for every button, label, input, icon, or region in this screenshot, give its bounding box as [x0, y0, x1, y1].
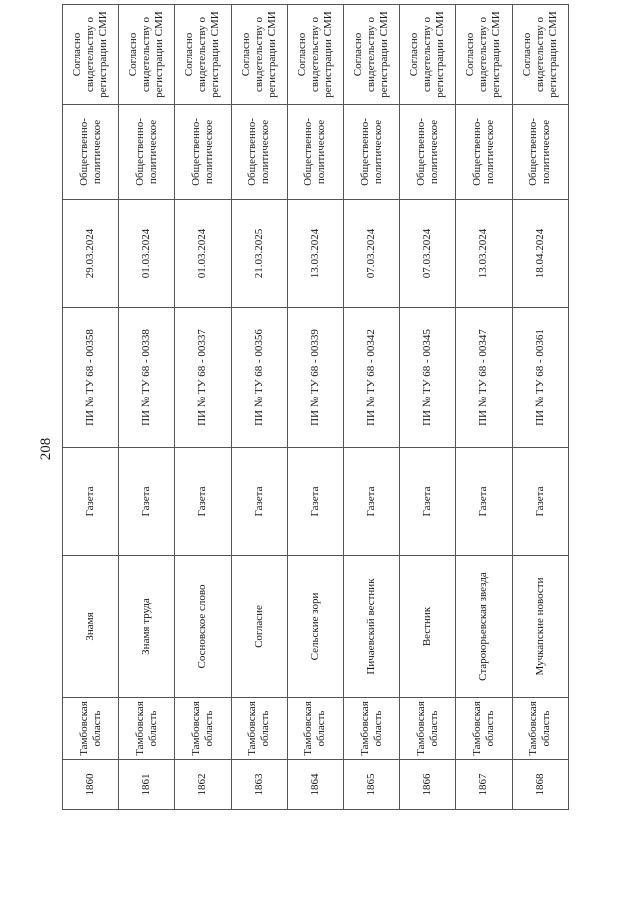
- basis-cell: Согласно свидетельству о регистрации СМИ: [456, 5, 512, 105]
- category-cell: Общественно-политическое: [343, 105, 399, 200]
- registration-date: 21.03.2025: [231, 200, 287, 308]
- region-cell: Тамбовская область: [175, 698, 231, 760]
- publication-name: Пичаевский вестник: [343, 556, 399, 698]
- table-row: [231, 5, 287, 810]
- publication-name: Мучкапские новости: [512, 556, 568, 698]
- publication-name: Знамя труда: [119, 556, 175, 698]
- media-type: Газета: [231, 448, 287, 556]
- registration-number: ПИ № ТУ 68 - 00358: [63, 308, 119, 448]
- table-row: [343, 5, 399, 810]
- basis-cell: Согласно свидетельству о регистрации СМИ: [175, 5, 231, 105]
- row-number: 1867: [456, 760, 512, 810]
- row-number: 1863: [231, 760, 287, 810]
- registration-number: ПИ № ТУ 68 - 00342: [343, 308, 399, 448]
- publication-name: Староюрьевская звезда: [456, 556, 512, 698]
- table-row: [456, 5, 512, 810]
- region-cell: Тамбовская область: [512, 698, 568, 760]
- publication-name: Согласие: [231, 556, 287, 698]
- region-cell: Тамбовская область: [63, 698, 119, 760]
- category-cell: Общественно-политическое: [175, 105, 231, 200]
- table-row: [175, 5, 231, 810]
- table-row: [287, 5, 343, 810]
- media-registry-table: [62, 4, 569, 810]
- media-type: Газета: [63, 448, 119, 556]
- row-number: 1865: [343, 760, 399, 810]
- table-row: [119, 5, 175, 810]
- media-type: Газета: [456, 448, 512, 556]
- registration-date: 01.03.2024: [119, 200, 175, 308]
- basis-cell: Согласно свидетельству о регистрации СМИ: [119, 5, 175, 105]
- media-type: Газета: [400, 448, 456, 556]
- region-cell: Тамбовская область: [343, 698, 399, 760]
- basis-cell: Согласно свидетельству о регистрации СМИ: [400, 5, 456, 105]
- registration-number: ПИ № ТУ 68 - 00338: [119, 308, 175, 448]
- table-row: [63, 5, 119, 810]
- row-number: 1866: [400, 760, 456, 810]
- region-cell: Тамбовская область: [231, 698, 287, 760]
- basis-cell: Согласно свидетельству о регистрации СМИ: [512, 5, 568, 105]
- publication-name: Вестник: [400, 556, 456, 698]
- table-row: [400, 5, 456, 810]
- region-cell: Тамбовская область: [456, 698, 512, 760]
- region-cell: Тамбовская область: [400, 698, 456, 760]
- registration-number: ПИ № ТУ 68 - 00361: [512, 308, 568, 448]
- basis-cell: Согласно свидетельству о регистрации СМИ: [63, 5, 119, 105]
- registration-number: ПИ № ТУ 68 - 00347: [456, 308, 512, 448]
- category-cell: Общественно-политическое: [63, 105, 119, 200]
- table-row: [512, 5, 568, 810]
- category-cell: Общественно-политическое: [287, 105, 343, 200]
- region-cell: Тамбовская область: [287, 698, 343, 760]
- basis-cell: Согласно свидетельству о регистрации СМИ: [231, 5, 287, 105]
- category-cell: Общественно-политическое: [512, 105, 568, 200]
- region-cell: Тамбовская область: [119, 698, 175, 760]
- publication-name: Сосновское слово: [175, 556, 231, 698]
- row-number: 1862: [175, 760, 231, 810]
- media-type: Газета: [343, 448, 399, 556]
- media-type: Газета: [512, 448, 568, 556]
- registration-date: 01.03.2024: [175, 200, 231, 308]
- publication-name: Сельские зори: [287, 556, 343, 698]
- category-cell: Общественно-политическое: [400, 105, 456, 200]
- row-number: 1864: [287, 760, 343, 810]
- registration-number: ПИ № ТУ 68 - 00337: [175, 308, 231, 448]
- registration-number: ПИ № ТУ 68 - 00345: [400, 308, 456, 448]
- media-type: Газета: [119, 448, 175, 556]
- row-number: 1868: [512, 760, 568, 810]
- media-type: Газета: [287, 448, 343, 556]
- registration-date: 07.03.2024: [343, 200, 399, 308]
- publication-name: Знамя: [63, 556, 119, 698]
- registration-date: 13.03.2024: [456, 200, 512, 308]
- registration-date: 07.03.2024: [400, 200, 456, 308]
- registration-date: 18.04.2024: [512, 200, 568, 308]
- category-cell: Общественно-политическое: [119, 105, 175, 200]
- category-cell: Общественно-политическое: [456, 105, 512, 200]
- registration-date: 13.03.2024: [287, 200, 343, 308]
- basis-cell: Согласно свидетельству о регистрации СМИ: [343, 5, 399, 105]
- registration-number: ПИ № ТУ 68 - 00339: [287, 308, 343, 448]
- row-number: 1861: [119, 760, 175, 810]
- registration-number: ПИ № ТУ 68 - 00356: [231, 308, 287, 448]
- category-cell: Общественно-политическое: [231, 105, 287, 200]
- media-type: Газета: [175, 448, 231, 556]
- registration-date: 29.03.2024: [63, 200, 119, 308]
- page-number: 208: [38, 437, 54, 461]
- row-number: 1860: [63, 760, 119, 810]
- basis-cell: Согласно свидетельству о регистрации СМИ: [287, 5, 343, 105]
